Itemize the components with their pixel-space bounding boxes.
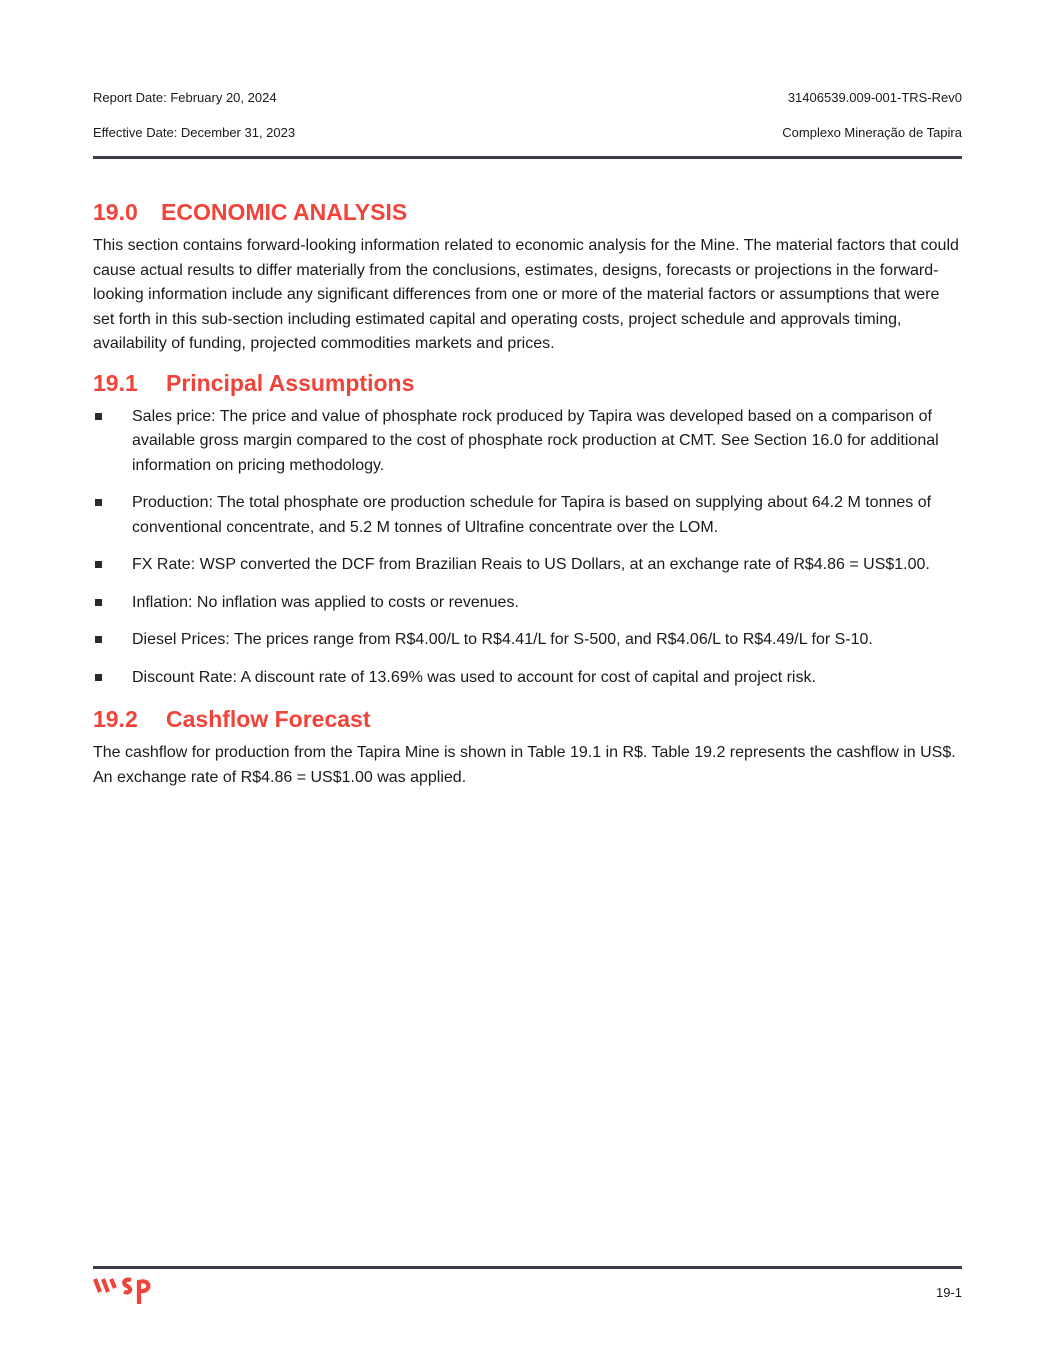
header-divider: [93, 156, 962, 159]
list-item: [93, 591, 962, 616]
project-name: Complexo Mineração de Tapira: [782, 125, 962, 140]
square-bullet-icon: [95, 599, 102, 606]
section-heading-19-0: [93, 196, 962, 228]
list-item: [93, 491, 962, 540]
section-number: 19.0: [93, 199, 138, 225]
page-content: [93, 196, 962, 790]
square-bullet-icon: [95, 499, 102, 506]
list-item: [93, 666, 962, 691]
square-bullet-icon: [95, 413, 102, 420]
list-item-text: Inflation: No inflation was applied to costs or revenues.: [132, 593, 519, 611]
section-number: 19.2: [93, 706, 138, 732]
square-bullet-icon: [95, 674, 102, 681]
report-date: Report Date: February 20, 2024: [93, 90, 277, 105]
section-heading-19-1: [93, 367, 962, 399]
section-title: Cashflow Forecast: [166, 706, 371, 732]
wsp-logo-icon: [93, 1272, 157, 1308]
page-header: [93, 88, 962, 143]
document-number: 31406539.009-001-TRS-Rev0: [787, 90, 962, 105]
list-item-text: Production: The total phosphate ore production schedule for Tapira is based on supplying about 64.2 M tonnes of conventional concentrate, and 5.2 M tonnes of Ultrafine concentrate over the LOM.: [132, 494, 932, 536]
assumptions-list: [93, 405, 962, 691]
list-item: [93, 553, 962, 578]
list-item-text: Sales price: The price and value of phosphate rock produced by Tapira was developed based on a comparison of available gross margin compared to the cost of phosphate rock production at CMT. See Section 16.0 for additional information on pricing methodology.: [132, 407, 939, 474]
square-bullet-icon: [95, 636, 102, 643]
section-heading-19-2: [93, 703, 962, 735]
square-bullet-icon: [95, 561, 102, 568]
footer-divider: [93, 1266, 962, 1269]
section-title: Principal Assumptions: [166, 369, 415, 396]
section-title: ECONOMIC ANALYSIS: [161, 199, 408, 225]
header-row-top: [93, 88, 962, 108]
section-number: 19.1: [93, 369, 138, 396]
header-row-bottom: [93, 123, 962, 143]
list-item: [93, 628, 962, 653]
intro-paragraph: This section contains forward-looking information related to economic analysis for the Mine. The material factors that could cause actual results to differ materially from the conclusions, estimates, designs, forecasts or projections in the forward-looking information include any significant differences from one or more of the material factors or assumptions that were set forth in this sub-section including estimated capital and operating costs, project schedule and approvals timing, availability of funding, projected commodities markets and prices.: [93, 237, 959, 352]
effective-date: Effective Date: December 31, 2023: [93, 125, 296, 140]
list-item-text: FX Rate: WSP converted the DCF from Brazilian Reais to US Dollars, at an exchange rate of R$4.86 = US$1.00.: [132, 556, 930, 573]
cashflow-paragraph: The cashflow for production from the Tapira Mine is shown in Table 19.1 in R$. Table 19.2 represents the cashflow in US$. An exchange rate of R$4.86 = US$1.00 was applied.: [93, 744, 956, 786]
list-item: [93, 405, 962, 479]
page-number: 19-1: [935, 1285, 962, 1300]
list-item-text: Discount Rate: A discount rate of 13.69% was used to account for cost of capital and project risk.: [132, 668, 816, 686]
list-item-text: Diesel Prices: The prices range from R$4.00/L to R$4.41/L for S-500, and R$4.06/L to R$4.49/L for S-10.: [132, 631, 873, 648]
